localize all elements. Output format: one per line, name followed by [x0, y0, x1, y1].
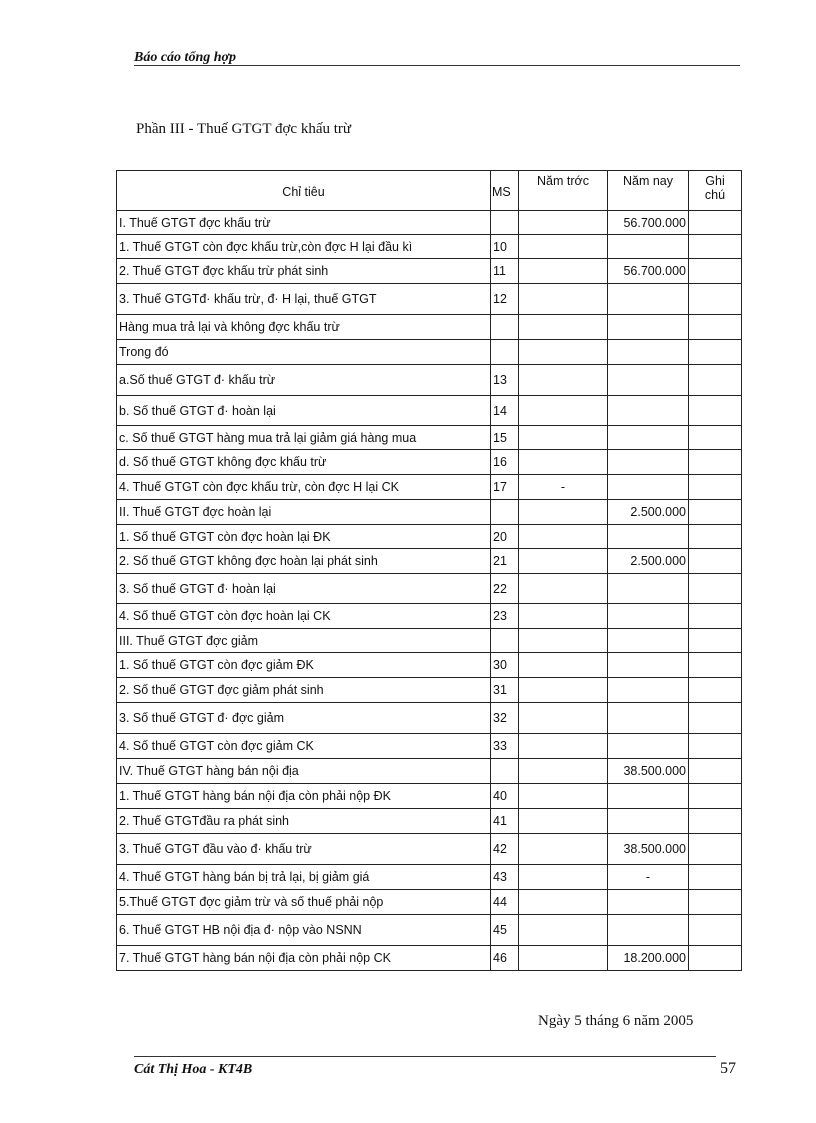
row-nam-truoc — [519, 890, 608, 915]
row-nam-nay — [608, 809, 689, 834]
row-label: 3. Thuế GTGTđ· khấu trừ, đ· H lại, thuế GTGT — [117, 284, 491, 315]
row-nam-nay — [608, 365, 689, 396]
row-nam-truoc — [519, 678, 608, 703]
row-nam-nay: 18.200.000 — [608, 946, 689, 971]
row-nam-truoc — [519, 834, 608, 865]
table-row — [117, 500, 742, 525]
row-ms: 30 — [491, 653, 519, 678]
row-nam-truoc — [519, 865, 608, 890]
table-row — [117, 450, 742, 475]
row-label: Trong đó — [117, 340, 491, 365]
row-ghi-chu — [689, 365, 742, 396]
row-nam-nay — [608, 574, 689, 604]
row-ghi-chu — [689, 549, 742, 574]
row-label: 2. Số thuế GTGT không đợc hoàn lại phát sinh — [117, 549, 491, 574]
table-row — [117, 525, 742, 549]
header-chi-tieu: Chỉ tiêu — [117, 171, 491, 211]
row-ms — [491, 500, 519, 525]
row-nam-nay: 2.500.000 — [608, 500, 689, 525]
row-nam-truoc — [519, 259, 608, 284]
row-ghi-chu — [689, 629, 742, 653]
row-nam-truoc — [519, 946, 608, 971]
row-ghi-chu — [689, 500, 742, 525]
row-label: 7. Thuế GTGT hàng bán nội địa còn phải nộp CK — [117, 946, 491, 971]
row-nam-nay — [608, 475, 689, 500]
row-ghi-chu — [689, 734, 742, 759]
row-ms — [491, 211, 519, 235]
row-nam-nay — [608, 653, 689, 678]
row-ms: 17 — [491, 475, 519, 500]
row-ms: 13 — [491, 365, 519, 396]
row-ms: 20 — [491, 525, 519, 549]
row-ghi-chu — [689, 809, 742, 834]
row-label: II. Thuế GTGT đợc hoàn lại — [117, 500, 491, 525]
row-nam-nay — [608, 678, 689, 703]
row-nam-nay — [608, 734, 689, 759]
row-ms — [491, 315, 519, 340]
row-ms: 40 — [491, 784, 519, 809]
row-ms: 15 — [491, 426, 519, 450]
row-nam-truoc — [519, 365, 608, 396]
table-row — [117, 340, 742, 365]
row-nam-nay: 38.500.000 — [608, 834, 689, 865]
row-label: 5.Thuế GTGT đợc giảm trừ và số thuế phải nộp — [117, 890, 491, 915]
row-nam-truoc — [519, 450, 608, 475]
row-nam-nay — [608, 629, 689, 653]
row-nam-truoc — [519, 574, 608, 604]
row-label: 1. Thuế GTGT hàng bán nội địa còn phải nộp ĐK — [117, 784, 491, 809]
row-ms: 14 — [491, 396, 519, 426]
row-nam-nay — [608, 604, 689, 629]
table-row — [117, 604, 742, 629]
table-row — [117, 235, 742, 259]
row-label: 2. Số thuế GTGT đợc giảm phát sinh — [117, 678, 491, 703]
table-row — [117, 574, 742, 604]
table-row — [117, 759, 742, 784]
row-ghi-chu — [689, 678, 742, 703]
row-ghi-chu — [689, 703, 742, 734]
row-ms: 12 — [491, 284, 519, 315]
row-ms: 11 — [491, 259, 519, 284]
tax-table — [116, 170, 742, 971]
header-title: Báo cáo tổng hợp — [134, 50, 237, 65]
table-row — [117, 549, 742, 574]
table-row — [117, 629, 742, 653]
row-label: 1. Số thuế GTGT còn đợc hoàn lại ĐK — [117, 525, 491, 549]
row-label: c. Số thuế GTGT hàng mua trả lại giảm giá hàng mua — [117, 426, 491, 450]
row-ms: 42 — [491, 834, 519, 865]
row-ghi-chu — [689, 574, 742, 604]
row-nam-nay — [608, 915, 689, 946]
row-nam-truoc — [519, 396, 608, 426]
row-ms: 21 — [491, 549, 519, 574]
row-nam-nay — [608, 450, 689, 475]
row-nam-nay — [608, 525, 689, 549]
row-label: Hàng mua trả lại và không đợc khấu trừ — [117, 315, 491, 340]
row-ghi-chu — [689, 915, 742, 946]
row-nam-truoc — [519, 629, 608, 653]
table-row — [117, 834, 742, 865]
row-ms — [491, 340, 519, 365]
table-row — [117, 365, 742, 396]
row-ms — [491, 629, 519, 653]
row-ghi-chu — [689, 426, 742, 450]
row-ms: 16 — [491, 450, 519, 475]
table-row — [117, 890, 742, 915]
row-nam-truoc — [519, 284, 608, 315]
row-ghi-chu — [689, 235, 742, 259]
row-label: 4. Thuế GTGT hàng bán bị trả lại, bị giảm giá — [117, 865, 491, 890]
row-ghi-chu — [689, 604, 742, 629]
row-ghi-chu — [689, 759, 742, 784]
table-row — [117, 784, 742, 809]
row-label: 3. Số thuế GTGT đ· đợc giảm — [117, 703, 491, 734]
row-nam-nay — [608, 426, 689, 450]
table-row — [117, 865, 742, 890]
row-nam-truoc — [519, 315, 608, 340]
row-label: b. Số thuế GTGT đ· hoàn lại — [117, 396, 491, 426]
row-nam-truoc — [519, 525, 608, 549]
row-ghi-chu — [689, 525, 742, 549]
header-ghi-chu — [689, 171, 742, 211]
row-nam-truoc — [519, 604, 608, 629]
table-row — [117, 259, 742, 284]
row-nam-truoc: - — [519, 475, 608, 500]
row-nam-nay — [608, 315, 689, 340]
row-nam-nay: 56.700.000 — [608, 259, 689, 284]
row-ms: 31 — [491, 678, 519, 703]
row-label: 2. Thuế GTGT đợc khấu trừ phát sinh — [117, 259, 491, 284]
row-label: d. Số thuế GTGT không đợc khấu trừ — [117, 450, 491, 475]
row-ghi-chu — [689, 450, 742, 475]
table-row — [117, 284, 742, 315]
header-nam-nay: Năm nay — [608, 171, 689, 211]
row-label: 3. Số thuế GTGT đ· hoàn lại — [117, 574, 491, 604]
row-label: I. Thuế GTGT đợc khấu trừ — [117, 211, 491, 235]
row-nam-truoc — [519, 549, 608, 574]
header-ghi-chu-line1: Ghi — [705, 174, 725, 188]
section-title: Phần III - Thuế GTGT đợc khấu trừ — [136, 121, 352, 137]
row-ghi-chu — [689, 890, 742, 915]
row-ms: 10 — [491, 235, 519, 259]
row-label: 4. Số thuế GTGT còn đợc hoàn lại CK — [117, 604, 491, 629]
table-row — [117, 211, 742, 235]
row-nam-truoc — [519, 759, 608, 784]
row-label: 4. Thuế GTGT còn đợc khấu trừ, còn đợc H lại CK — [117, 475, 491, 500]
row-ghi-chu — [689, 284, 742, 315]
row-nam-nay — [608, 703, 689, 734]
row-ghi-chu — [689, 834, 742, 865]
header-nam-truoc: Năm trớc — [519, 171, 608, 211]
row-nam-truoc — [519, 703, 608, 734]
row-ghi-chu — [689, 211, 742, 235]
row-nam-truoc — [519, 653, 608, 678]
table-row — [117, 678, 742, 703]
row-ghi-chu — [689, 653, 742, 678]
table-row — [117, 809, 742, 834]
row-nam-nay — [608, 340, 689, 365]
table-header-row — [117, 171, 742, 211]
row-ms: 43 — [491, 865, 519, 890]
row-ms: 45 — [491, 915, 519, 946]
row-label: IV. Thuế GTGT hàng bán nội địa — [117, 759, 491, 784]
page-number: 57 — [720, 1060, 736, 1077]
row-ghi-chu — [689, 340, 742, 365]
row-nam-truoc — [519, 784, 608, 809]
row-ghi-chu — [689, 396, 742, 426]
row-label: III. Thuế GTGT đợc giảm — [117, 629, 491, 653]
table-row — [117, 734, 742, 759]
row-label: 1. Thuế GTGT còn đợc khấu trừ,còn đợc H lại đầu kì — [117, 235, 491, 259]
row-label: 6. Thuế GTGT HB nội địa đ· nộp vào NSNN — [117, 915, 491, 946]
row-nam-truoc — [519, 734, 608, 759]
row-ghi-chu — [689, 475, 742, 500]
date-line: Ngày 5 tháng 6 năm 2005 — [538, 1013, 694, 1029]
row-nam-truoc — [519, 426, 608, 450]
table-row — [117, 396, 742, 426]
footer-author: Cát Thị Hoa - KT4B — [134, 1062, 253, 1077]
row-nam-nay — [608, 235, 689, 259]
row-nam-truoc — [519, 915, 608, 946]
table-row — [117, 426, 742, 450]
row-ms — [491, 759, 519, 784]
row-ms: 22 — [491, 574, 519, 604]
row-ms: 46 — [491, 946, 519, 971]
table-row — [117, 653, 742, 678]
row-ghi-chu — [689, 315, 742, 340]
row-nam-nay: 2.500.000 — [608, 549, 689, 574]
row-ms: 23 — [491, 604, 519, 629]
row-ghi-chu — [689, 784, 742, 809]
table-row — [117, 703, 742, 734]
row-ms: 41 — [491, 809, 519, 834]
row-label: 1. Số thuế GTGT còn đợc giảm ĐK — [117, 653, 491, 678]
row-label: a.Số thuế GTGT đ· khấu trừ — [117, 365, 491, 396]
row-nam-nay: 56.700.000 — [608, 211, 689, 235]
row-nam-nay: 38.500.000 — [608, 759, 689, 784]
row-ms: 33 — [491, 734, 519, 759]
row-nam-truoc — [519, 211, 608, 235]
row-ghi-chu — [689, 865, 742, 890]
row-nam-truoc — [519, 340, 608, 365]
row-nam-truoc — [519, 235, 608, 259]
row-ghi-chu — [689, 259, 742, 284]
row-ghi-chu — [689, 946, 742, 971]
table-row — [117, 315, 742, 340]
row-nam-nay — [608, 284, 689, 315]
row-nam-truoc — [519, 809, 608, 834]
row-label: 3. Thuế GTGT đầu vào đ· khấu trừ — [117, 834, 491, 865]
row-nam-truoc — [519, 500, 608, 525]
row-nam-nay — [608, 396, 689, 426]
row-label: 4. Số thuế GTGT còn đợc giảm CK — [117, 734, 491, 759]
header-ghi-chu-line2: chú — [704, 188, 726, 202]
row-nam-nay — [608, 890, 689, 915]
table-row — [117, 946, 742, 971]
footer-divider — [134, 1056, 716, 1057]
header-divider — [134, 65, 740, 66]
table-row — [117, 915, 742, 946]
row-label: 2. Thuế GTGTđầu ra phát sinh — [117, 809, 491, 834]
row-ms: 32 — [491, 703, 519, 734]
row-nam-nay: - — [608, 865, 689, 890]
header-ms: MS — [491, 171, 519, 211]
row-nam-nay — [608, 784, 689, 809]
row-ms: 44 — [491, 890, 519, 915]
table-row — [117, 475, 742, 500]
